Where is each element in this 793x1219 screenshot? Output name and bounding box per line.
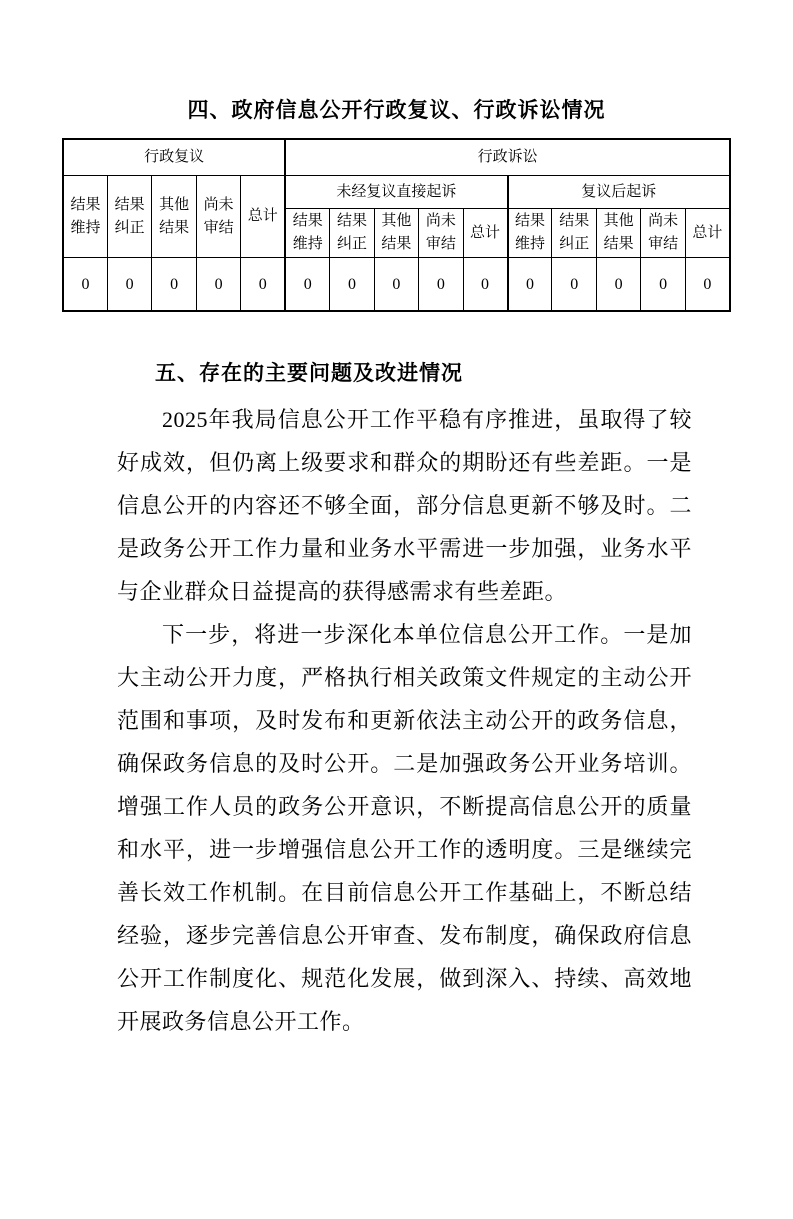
table-header-cell: 结果维持 — [508, 209, 552, 258]
table-value-cell: 0 — [374, 258, 418, 312]
group-header-litigation: 行政诉讼 — [285, 139, 730, 176]
table-header-cell: 尚未审结 — [641, 209, 685, 258]
table-value-cell: 0 — [463, 258, 507, 312]
table-value-cell: 0 — [508, 258, 552, 312]
section5-body — [117, 398, 692, 1043]
paragraph: 2025年我局信息公开工作平稳有序推进，虽取得了较好成效，但仍离上级要求和群众的期盼还有些差距。一是信息公开的内容还不够全面，部分信息更新不够及时。二是政务公开工作力量和业务水平需进一步加强，业务水平与企业群众日益提高的获得感需求有些差距。 — [117, 407, 692, 604]
table-header-cell: 结果纠正 — [107, 176, 151, 258]
table-data-row — [63, 258, 730, 312]
review-litigation-table — [62, 138, 731, 312]
table-header-cell: 总计 — [241, 176, 285, 258]
table-header-cell: 结果维持 — [63, 176, 107, 258]
paragraph: 下一步，将进一步深化本单位信息公开工作。一是加大主动公开力度，严格执行相关政策文件规定的主动公开范围和事项，及时发布和更新依法主动公开的政务信息，确保政务信息的及时公开。二是加强政务公开业务培训。增强工作人员的政务公开意识，不断提高信息公开的质量和水平，进一步增强信息公开工作的透明度。三是继续完善长效工作机制。在目前信息公开工作基础上，不断总结经验，逐步完善信息公开审查、发布制度，确保政府信息公开工作制度化、规范化发展，做到深入、持续、高效地开展政务信息公开工作。 — [117, 622, 692, 1034]
table-header-cell: 其他结果 — [374, 209, 418, 258]
table-value-cell: 0 — [241, 258, 285, 312]
table-header-cell: 其他结果 — [152, 176, 196, 258]
table-value-cell: 0 — [641, 258, 685, 312]
subgroup-header-direct-suit: 未经复议直接起诉 — [285, 176, 507, 209]
table-value-cell: 0 — [596, 258, 640, 312]
table-value-cell: 0 — [152, 258, 196, 312]
table-header-cell: 总计 — [685, 209, 730, 258]
table-value-cell: 0 — [107, 258, 151, 312]
table-value-cell: 0 — [285, 258, 329, 312]
table-header-cell: 结果维持 — [285, 209, 329, 258]
table-value-cell: 0 — [330, 258, 374, 312]
group-header-review: 行政复议 — [63, 139, 285, 176]
table-value-cell: 0 — [419, 258, 463, 312]
subgroup-header-after-review-suit: 复议后起诉 — [508, 176, 730, 209]
table-header-cell: 结果纠正 — [552, 209, 596, 258]
section4-title: 四、政府信息公开行政复议、行政诉讼情况 — [187, 99, 606, 122]
table-group-header-row — [63, 139, 730, 176]
table-value-cell: 0 — [63, 258, 107, 312]
section5-title: 五、存在的主要问题及改进情况 — [155, 362, 463, 385]
table-header-cell: 结果纠正 — [330, 209, 374, 258]
table-header-cell: 总计 — [463, 209, 507, 258]
table-header-cell: 尚未审结 — [196, 176, 240, 258]
table-subgroup-header-row — [63, 176, 730, 209]
table-header-cell: 尚未审结 — [419, 209, 463, 258]
table-header-cell: 其他结果 — [596, 209, 640, 258]
table-value-cell: 0 — [552, 258, 596, 312]
table-value-cell: 0 — [196, 258, 240, 312]
document-page — [0, 97, 793, 1219]
table-value-cell: 0 — [685, 258, 730, 312]
